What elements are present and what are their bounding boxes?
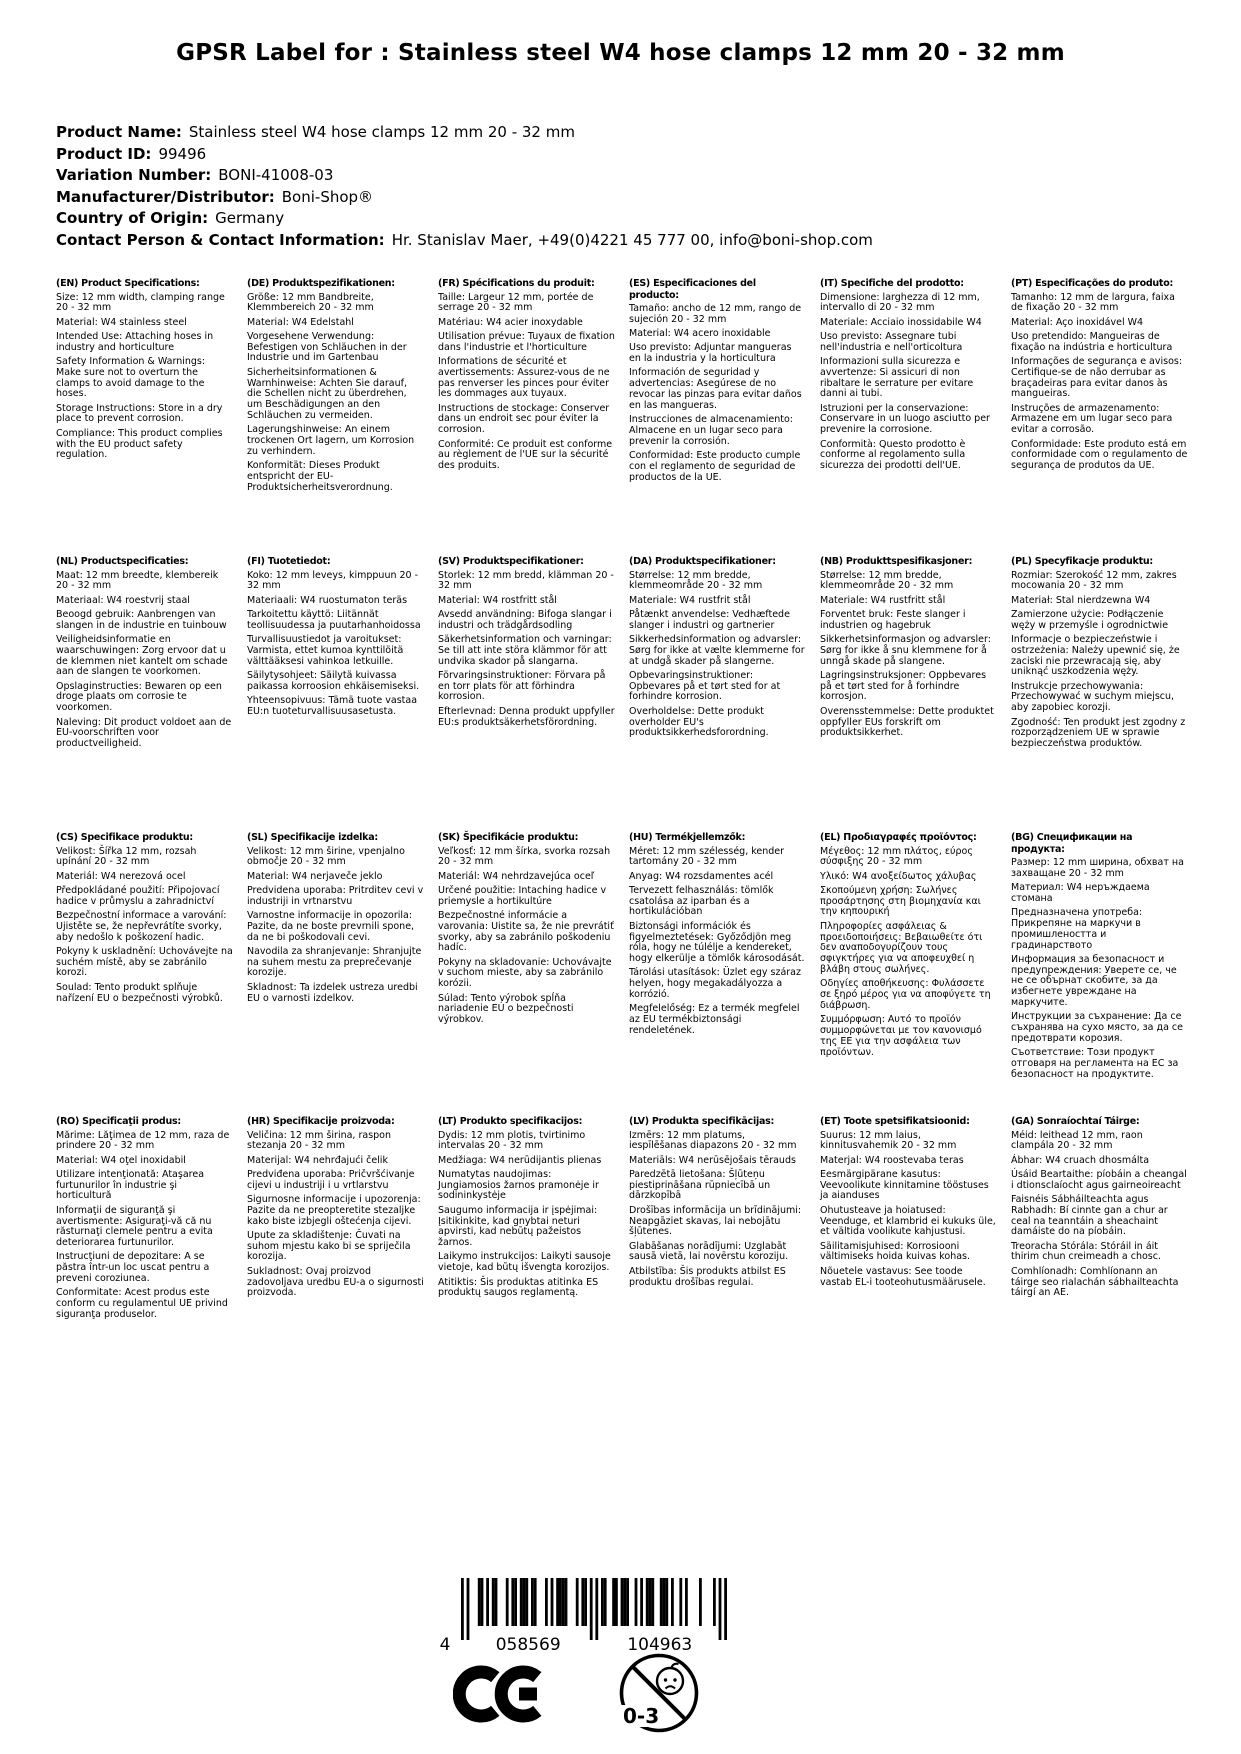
lang-block [820,556,997,832]
lang-block-item: Avsedd användning: Bifoga slangar i industri och trädgårdsodling [438,608,612,631]
barcode-digits-right: 104963 [627,1635,693,1654]
lang-block-heading: (HU) Termékjellemzők: [629,832,746,843]
lang-block-item: Sikkerhedsinformation og advarsler: Sørg for ikke at vælte klemmerne for at undgå skader på slangerne. [629,633,805,667]
lang-block-item: Material: W4 oţel inoxidabil [56,1154,186,1166]
lang-block-item: Veľkosť: 12 mm šírka, svorka rozsah 20 - 32 mm [438,845,611,868]
lang-block-item: Lagringsinstruksjoner: Oppbevares på et tørt sted for å forhindre korrosjon. [820,669,987,703]
lang-block-heading: (EN) Product Specifications: [56,278,200,289]
lang-block-item: Konformität: Dieses Produkt entspricht der EU-Produktsicherheitsverordnung. [247,460,393,493]
lang-block-item: Материал: W4 неръждаема стомана [1011,882,1150,904]
lang-block-item: Glabāšanas norādījumi: Uzglabāt sausā vietā, lai novērstu koroziju. [629,1240,789,1263]
lang-block-item: Materijal: W4 nehrđajući čelik [247,1154,388,1166]
product-info-row [56,230,873,252]
lang-block-item: Sicherheitsinformationen & Warnhinweise: Achten Sie darauf, die Schellen nicht zu überdrehen, um Beschädigungen an den Schläuchen zu vermeiden. [247,366,408,421]
lang-block-item: Eesmärgipärane kasutus: Veevoolikute kinnitamine tööstuses ja aianduses [820,1168,989,1202]
lang-block [1011,278,1188,556]
lang-block-item: Méret: 12 mm szélesség, kender tartomány 20 - 32 mm [629,845,785,868]
lang-block-item: Naleving: Dit product voldoet aan de EU-voorschriften voor productveiligheid. [56,716,232,750]
barcode-digit-lead: 4 [439,1635,451,1654]
lang-block-item: Opslaginstructies: Bewaren op een droge plaats om corrosie te voorkomen. [56,680,222,714]
lang-block-item: Uso previsto: Adjuntar mangueras en la industria y la horticultura [629,342,792,365]
lang-block-item: Drošības informācija un brīdinājumi: Neapgāziet skavas, lai nebojātu šļūtenes. [629,1204,802,1238]
lang-block-item: Tárolási utasítások: Üzlet egy száraz helyen, hogy megakadályozza a korrózió. [629,967,801,1001]
lang-block-item: Méid: leithead 12 mm, raon clampála 20 - 32 mm [1011,1129,1143,1152]
lang-block-item: Úsáid Beartaithe: píobáin a cheangal i dtionsclaíocht agus gairneoireacht [1011,1168,1187,1191]
lang-block-item: Lagerungshinweise: An einem trockenen Ort lagern, um Korrosion zu verhindern. [247,424,415,457]
lang-block-item: Atitiktis: Šis produktas atitinka ES produktų saugos reglamentą. [438,1276,599,1299]
lang-block-item: Conformidad: Este producto cumple con el reglamento de seguridad de productos de la UE. [629,450,801,483]
lang-block [1011,1116,1188,1324]
lang-block-item: Beoogd gebruik: Aanbrengen van slangen in de industrie en tuinbouw [56,608,227,631]
lang-block-item: Určené použitie: Intaching hadice v priemysle a hortikultúre [438,884,607,907]
lang-block-body [1011,571,1188,750]
lang-block-item: Påtænkt anvendelse: Vedhæftede slanger i industri og gartnerier [629,608,790,631]
lang-block [629,278,806,556]
info-value: Boni-Shop® [281,187,374,206]
lang-block-item: Pokyny k uskladnění: Uchovávejte na suchém místě, aby se zabránilo korozi. [56,945,233,979]
lang-block [247,556,424,832]
lang-block-item: Informations de sécurité et avertissements: Assurez-vous de ne pas renverser les pinces pour éviter les dommages aux tuyaux. [438,355,610,400]
lang-block [820,278,997,556]
lang-block-item: Numatytas naudojimas: Jungiamosios žarnos pramonėje ir sodininkystėje [438,1168,599,1202]
lang-block-body [56,1131,233,1321]
lang-block-body [629,847,806,1037]
lang-block-item: Koko: 12 mm leveys, kimppuun 20 - 32 mm [247,569,419,592]
lang-block-item: Size: 12 mm width, clamping range 20 - 32 mm [56,291,225,314]
info-label: Product ID: [56,144,152,163]
lang-block-heading: (BG) Спецификации на продукта: [1011,832,1133,855]
info-label: Product Name: [56,123,182,141]
lang-block-item: Informações de segurança e avisos: Certifique-se de não derrubar as braçadeiras para evitar danos às mangueiras. [1011,355,1183,400]
lang-block-item: Съответствие: Този продукт отговаря на регламента на ЕС за безопасност на продуктите. [1011,1047,1179,1080]
lang-block-item: Tamaño: ancho de 12 mm, rango de sujeción 20 - 32 mm [629,303,802,325]
lang-block-item: Upute za skladištenje: Čuvati na suhom mjestu kako bi se spriječila korozija. [247,1229,411,1263]
lang-block-item: Vorgesehene Verwendung: Befestigen von Schläuchen in der Industrie und im Gartenbau [247,330,407,364]
lang-block-item: Taille: Largeur 12 mm, portée de serrage 20 - 32 mm [438,291,594,314]
lang-block-item: Storlek: 12 mm bredd, klämman 20 - 32 mm [438,569,614,592]
lang-block-item: Instructions de stockage: Conserver dans un endroit sec pour éviter la corrosion. [438,402,610,436]
lang-block-item: Varnostne informacije in opozorila: Pazite, da ne boste prevrnili spone, da ne bi poškodovali cevi. [247,909,415,943]
lang-block-item: Предназначена употреба: Прикрепяне на маркучи в промишлеността и градинарството [1011,907,1143,951]
lang-block-item: Størrelse: 12 mm bredde, klemmeområde 20 - 32 mm [629,569,763,592]
barcode-digits-left: 058569 [495,1635,561,1654]
lang-block-item: Uso pretendido: Mangueiras de fixação na indústria e horticultura [1011,330,1173,353]
lang-block-item: Efterlevnad: Denna produkt uppfyller EU:s produktsäkerhetsförordning. [438,705,615,728]
lang-block-item: Compliance: This product complies with the EU product safety regulation. [56,427,223,461]
lang-block [629,832,806,1116]
lang-block-item: Μέγεθος: 12 mm πλάτος, εύρος σύσφιξης 20 - 32 mm [820,845,973,868]
lang-block [820,1116,997,1324]
lang-block-item: Sigurnosne informacije i upozorenja: Pazite da ne preopteretite stezaljke kako biste izbjegli oštećenja cijevi. [247,1193,421,1227]
lang-block-item: Predvidena uporaba: Pritrditev cevi v industriji in vrtnarstvu [247,884,424,907]
lang-block-item: Bezpečnostní informace a varování: Ujistěte se, že nepřevrátíte svorky, aby nedošlo k poškození hadic. [56,909,227,943]
product-info-row [56,208,873,230]
lang-block-item: Инструкции за съхранение: Да се съхранява на сухо място, за да се предотврати корозия. [1011,1011,1183,1044]
lang-block-item: Navodila za shranjevanje: Shranjujte na suhem mestu za preprečevanje korozije. [247,945,422,979]
lang-block-item: Säilitamisjuhised: Korrosiooni vältimiseks hoida kuivas kohas. [820,1240,971,1263]
lang-block-item: Σκοπούμενη χρήση: Σωλήνες προσάρτησης στη βιομηχανία και την κηπουρική [820,884,981,918]
lang-block-item: Materiaal: W4 roestvrij staal [56,594,190,606]
lang-block-heading: (DA) Produktspecifikationer: [629,556,776,567]
lang-block-item: Conformitate: Acest produs este conform cu regulamentul UE privind siguranţa produselor. [56,1287,228,1320]
lang-block-item: Tarkoitettu käyttö: Liitännät teollisuudessa ja puutarhanhoidossa [247,608,421,631]
lang-block-heading: (PL) Specyfikacje produktu: [1011,556,1153,567]
product-info [56,122,873,251]
info-label: Manufacturer/Distributor: [56,187,275,206]
lang-block-item: Biztonsági információk és figyelmeztetések: Győződjön meg róla, hogy ne túlélje a kendereket, hogy elkerülje a tömlők károsodását. [629,920,805,965]
lang-block-body [1011,1131,1188,1300]
lang-block-item: Dimensione: larghezza di 12 mm, intervallo di 20 - 32 mm [820,291,980,314]
lang-block [629,556,806,832]
lang-block [1011,556,1188,832]
lang-block-body [56,847,233,1005]
lang-block-heading: (SK) Špecifikácie produktu: [438,832,579,843]
lang-block-item: Zgodność: Ten produkt jest zgodny z rozporządzeniem UE w sprawie bezpieczeństwa produktów. [1011,716,1186,750]
lang-block-item: Yhteensopivuus: Tämä tuote vastaa EU:n tuoteturvallisuusasetusta. [247,694,418,717]
lang-grid [56,278,1188,1324]
lang-block-item: Uso previsto: Assegnare tubi nell'industria e nell'orticoltura [820,330,963,353]
lang-block-item: Turvallisuustiedot ja varoitukset: Varmista, ettet kumoa kynttilöitä välttääksesi vahinkoa letkuille. [247,633,404,667]
lang-block-item: Materjal: W4 roostevaba teras [820,1154,964,1166]
lang-block-item: Instrukcje przechowywania: Przechowywać w suchym miejscu, aby zapobiec korozji. [1011,680,1175,714]
lang-block-item: Safety Information & Warnings: Make sure not to overturn the clamps to avoid damage to the hoses. [56,355,206,400]
lang-block-item: Sukladnost: Ovaj proizvod zadovoljava uredbu EU-a o sigurnosti proizvoda. [247,1265,424,1299]
lang-block-heading: (IT) Specifiche del prodotto: [820,278,964,289]
baby-face-icon [657,1664,683,1694]
lang-block-item: Skladnost: Ta izdelek ustreza uredbi EU o varnosti izdelkov. [247,981,418,1004]
lang-block-body [1011,858,1188,1081]
info-label: Country of Origin: [56,209,209,227]
lang-block-item: Nõuetele vastavus: See toode vastab EL-i tooteohutusmäärusele. [820,1265,986,1288]
lang-block-item: Předpokládané použití: Připojovací hadice v průmyslu a zahradnictví [56,884,220,907]
lang-block-item: Bezpečnostné informácie a varovania: Uistite sa, že nie prevrátiť svorky, aby sa zabránilo poškodeniu hadíc. [438,909,614,954]
info-value: BONI-41008-03 [218,166,334,184]
lang-block [438,832,615,1116]
lang-block-item: Maat: 12 mm breedte, klembereik 20 - 32 mm [56,569,219,592]
lang-block-heading: (LV) Produkta specifikācijas: [629,1116,775,1127]
lang-block-item: Zamierzone użycie: Podłączenie węży w przemyśle i ogrodnictwie [1011,608,1169,631]
lang-block-item: Materiaali: W4 ruostumaton teräs [247,594,408,606]
lang-block [56,1116,233,1324]
lang-block-body [820,847,997,1059]
lang-block-item: Υλικό: W4 ανοξείδωτος χάλυβας [820,870,977,882]
lang-block-item: Utilisation prévue: Tuyaux de fixation dans l'industrie et l'horticulture [438,330,615,353]
lang-block-item: Overholdelse: Dette produkt overholder EU's produktsikkerhedsforordning. [629,705,769,739]
lang-block-body [247,847,424,1005]
lang-block-body [438,1131,615,1300]
lang-block-body [629,304,806,483]
lang-block-body [629,571,806,740]
ean13-barcode [433,1578,743,1654]
page-title: GPSR Label for : Stainless steel W4 hose clamps 12 mm 20 - 32 mm [176,40,1065,66]
lang-block-item: Ohutusteave ja hoiatused: Veenduge, et klambrid ei kukuks üle, et vältida voolikute kahjustusi. [820,1204,996,1238]
lang-block-item: Storage Instructions: Store in a dry place to prevent corrosion. [56,402,223,425]
info-value: Stainless steel W4 hose clamps 12 mm 20 - 32 mm [188,123,575,141]
lang-block-heading: (HR) Specifikacije proizvoda: [247,1116,395,1127]
lang-block-item: Sikkerhetsinformasjon og advarsler: Sørg for ikke å snu klemmene for å unngå skade på slangene. [820,633,991,667]
lang-block [1011,832,1188,1116]
lang-block-item: Conformità: Questo prodotto è conforme al regolamento sulla sicurezza dei prodotti dell'UE. [820,438,966,472]
lang-block-heading: (NL) Productspecificaties: [56,556,189,567]
lang-block-body [629,1131,806,1289]
info-value: Hr. Stanislav Maer, +49(0)4221 45 777 00, info@boni-shop.com [391,230,873,249]
lang-block-heading: (FR) Spécifications du produit: [438,278,595,289]
lang-block [629,1116,806,1324]
info-label: Contact Person & Contact Information: [56,230,385,249]
lang-block-heading: (NB) Produkttspesifikasjoner: [820,556,973,567]
lang-block [56,556,233,832]
product-info-row [56,122,873,144]
lang-block-item: Medžiaga: W4 nerūdijantis plienas [438,1154,602,1166]
lang-block-item: Größe: 12 mm Bandbreite, Klemmbereich 20 - 32 mm [247,291,374,314]
lang-block-item: Intended Use: Attaching hoses in industry and horticulture [56,330,214,353]
lang-block-item: Instrucciones de almacenamiento: Almacene en un lugar seco para prevenir la corrosión. [629,414,793,447]
lang-block-item: Treoracha Stórála: Stóráil in áit thirim chun creimeadh a chosc. [1011,1240,1161,1263]
lang-block-item: Rozmiar: Szerokość 12 mm, zakres mocowania 20 - 32 mm [1011,569,1177,592]
barcode-bars [433,1578,743,1654]
lang-block [438,556,615,832]
lang-block-item: Laikymo instrukcijos: Laikyti sausoje vietoje, kad būtų išvengta korozijos. [438,1251,611,1274]
lang-block-item: Material: W4 stainless steel [56,316,187,328]
lang-block-item: Materiál: W4 nehrdzavejúca oceľ [438,870,595,882]
lang-block-item: Suurus: 12 mm laius, kinnitusvahemik 20 - 32 mm [820,1129,957,1152]
lang-block-item: Material: W4 Edelstahl [247,316,354,328]
lang-block-item: Material: W4 acero inoxidable [629,328,771,340]
lang-block-item: Utilizare intenţionată: Ataşarea furtunurilor în industrie şi horticultură [56,1168,205,1202]
lang-block-item: Instruções de armazenamento: Armazene em um lugar seco para evitar a corrosão. [1011,402,1173,436]
lang-block-item: Predviđena uporaba: Pričvršćivanje cijevi u industriji i u vrtlarstvu [247,1168,415,1191]
product-info-row [56,165,873,187]
lang-block-item: Faisnéis Sábháilteachta agus Rabhadh: Bí cinnte gan a chur ar ceal na teanntáin a sheachaint damáiste do na píobáin. [1011,1193,1168,1238]
lang-block-body [247,1131,424,1300]
lang-block-item: Overensstemmelse: Dette produktet oppfyller EUs forskrift om produktsikkerhet. [820,705,994,739]
lang-block-item: Soulad: Tento produkt splňuje nařízení EU o bezpečnosti výrobků. [56,981,223,1004]
lang-block-item: Conformidade: Este produto está em conformidade com o regulamento de segurança de produtos da UE. [1011,438,1188,472]
lang-block-item: Material: W4 nerjaveče jeklo [247,870,383,882]
lang-block-item: Informacje o bezpieczeństwie i ostrzeżenia: Należy upewnić się, że zaciski nie przewracają się, aby uniknąć uszkodzenia węży. [1011,633,1180,678]
lang-block-item: Materiale: W4 rustfrit stål [629,594,751,606]
info-label: Variation Number: [56,166,212,184]
lang-block-item: Atbilstība: Šis produkts atbilst ES produktu drošības regulai. [629,1265,786,1288]
lang-block-item: Materiał: Stal nierdzewna W4 [1011,594,1151,606]
lang-block-item: Conformité: Ce produit est conforme au règlement de l'UE sur la sécurité des produits. [438,438,613,472]
lang-block-item: Instrucţiuni de depozitare: A se păstra într-un loc uscat pentru a preveni coroziunea. [56,1251,210,1285]
lang-block-body [820,571,997,740]
lang-block-item: Veiligheidsinformatie en waarschuwingen: Zorg ervoor dat u de klemmen niet kantelt om schade aan de slangen te voorkomen. [56,633,228,678]
lang-block-heading: (PT) Especificações do produto: [1011,278,1174,289]
lang-block [438,1116,615,1324]
lang-block-heading: (SL) Specifikacije izdelka: [247,832,378,843]
lang-block-heading: (ES) Especificaciones del producto: [629,278,756,301]
lang-block-item: Izmērs: 12 mm platums, iespīlēšanas diapazons 20 - 32 mm [629,1129,797,1152]
lang-block-item: Størrelse: 12 mm bredde, klemmeområde 20 - 32 mm [820,569,954,592]
lang-block-item: Velikost: Šířka 12 mm, rozsah upínání 20 - 32 mm [56,845,197,868]
lang-block-item: Размер: 12 mm ширина, обхват на захващане 20 - 32 mm [1011,857,1184,879]
lang-block-body [438,293,615,472]
age-warning-label: 0-3 [623,1704,660,1728]
lang-block-heading: (DE) Produktspezifikationen: [247,278,395,289]
lang-block-item: Material: W4 rostfritt stål [438,594,557,606]
lang-block-item: Megfelelőség: Ez a termék megfelel az EU termékbiztonsági rendeletének. [629,1003,800,1036]
lang-block-item: Opbevaringsinstruktioner: Opbevares på et tørt sted for at forhindre korrosion. [629,669,781,703]
lang-block-item: Tamanho: 12 mm de largura, faixa de fixação 20 - 32 mm [1011,291,1176,314]
lang-block-heading: (LT) Produkto specifikacijos: [438,1116,583,1127]
lang-block-item: Súlad: Tento výrobok spĺňa nariadenie EÚ o bezpečnosti výrobkov. [438,992,574,1026]
info-value: 99496 [158,144,207,163]
lang-block-item: Informaţii de siguranţă şi avertismente: Asiguraţi-vă că nu răsturnaţi clemele pentru a evita deteriorarea furtunurilor. [56,1204,213,1249]
ce-mark-icon [453,1662,543,1728]
lang-block-item: Информация за безопасност и предупреждения: Уверете се, че не се обърнат скобите, за да избегнете увреждане на маркучите. [1011,953,1177,1009]
lang-block-item: Anyag: W4 rozsdamentes acél [629,870,774,882]
lang-block [56,278,233,556]
lang-block-heading: (GA) Sonraíochtaí Táirge: [1011,1116,1140,1127]
lang-block [438,278,615,556]
lang-block-item: Πληροφορίες ασφάλειας & προειδοποιήσεις: Βεβαιωθείτε ότι δεν αναποδογυρίζουν τους σφιγκτήρες για να αποφευχθεί η βλάβη στους σωλήνες. [820,920,983,975]
lang-block-item: Información de seguridad y advertencias: Asegúrese de no revocar las pinzas para evitar daños en las mangueras. [629,367,802,411]
lang-block-heading: (ET) Toote spetsifikatsioonid: [820,1116,970,1127]
lang-block-heading: (RO) Specificaţii produs: [56,1116,181,1127]
lang-block-item: Paredzētā lietošana: Šļūteņu piestiprināšana rūpniecībā un dārzkopībā [629,1168,771,1202]
product-info-row [56,187,873,209]
lang-block-heading: (FI) Tuotetiedot: [247,556,331,567]
lang-block-item: Förvaringsinstruktioner: Förvara på en torr plats för att förhindra korrosion. [438,669,606,703]
lang-block-item: Istruzioni per la conservazione: Conservare in un luogo asciutto per prevenire la corrosione. [820,402,990,436]
lang-block-item: Comhlíonadh: Comhlíonann an táirge seo rialachán sábhailteachta táirgí an AE. [1011,1265,1179,1299]
age-warning-icon [618,1652,700,1734]
lang-block-item: Velikost: 12 mm širine, vpenjalno območje 20 - 32 mm [247,845,405,868]
lang-block-heading: (SV) Produktspecifikationer: [438,556,584,567]
lang-block-item: Veličina: 12 mm širina, raspon stezanja 20 - 32 mm [247,1129,392,1152]
lang-block-item: Tervezett felhasználás: tömlők csatolása az iparban és a hortikulációban [629,884,774,918]
lang-block-body [247,293,424,494]
lang-block-item: Dydis: 12 mm plotis, tvirtinimo intervalas 20 - 32 mm [438,1129,586,1152]
lang-block-item: Informazioni sulla sicurezza e avvertenze: Si assicuri di non ribaltare le serrature per evitare danni ai tubi. [820,355,974,400]
lang-block-item: Säilytysohjeet: Säilytä kuivassa paikassa korroosion ehkäisemiseksi. [247,669,420,692]
lang-block-item: Materiál: W4 nerezová ocel [56,870,186,882]
lang-block-body [247,571,424,718]
lang-block-heading: (EL) Προδιαγραφές προϊόντος: [820,832,977,843]
lang-block [247,832,424,1116]
lang-block-item: Matériau: W4 acier inoxydable [438,316,583,328]
lang-block [820,832,997,1116]
lang-block-item: Pokyny na skladovanie: Uchovávajte v suchom mieste, aby sa zabránilo korózii. [438,956,612,990]
lang-block [247,278,424,556]
info-value: Germany [215,209,285,227]
lang-block-heading: (CS) Specifikace produktu: [56,832,193,843]
lang-block-body [1011,293,1188,472]
lang-block [247,1116,424,1324]
lang-block-body [56,571,233,750]
lang-block-item: Συμμόρφωση: Αυτό το προϊόν συμμορφώνεται με τον κανονισμό της ΕΕ για την ασφάλεια των προϊόντων. [820,1014,982,1058]
lang-block-item: Forventet bruk: Feste slanger i industrien og hagebruk [820,608,966,631]
lang-block-item: Materiāls: W4 nerūsējošais tērauds [629,1154,796,1166]
lang-block-item: Οδηγίες αποθήκευσης: Φυλάσσετε σε ξηρό μέρος για να αποφύγετε τη διάβρωση. [820,978,991,1011]
lang-block-item: Säkerhetsinformation och varningar: Se till att inte störa klämmor för att undvika skador på slangarna. [438,633,612,667]
lang-block-item: Materiale: W4 rustfritt stål [820,594,946,606]
lang-block-body [820,293,997,472]
lang-block-body [820,1131,997,1289]
lang-block-item: Material: Aço inoxidável W4 [1011,316,1144,328]
lang-block-body [438,847,615,1026]
lang-block-item: Mărime: Lăţimea de 12 mm, raza de prindere 20 - 32 mm [56,1129,230,1152]
lang-block-item: Ábhar: W4 cruach dhosmálta [1011,1154,1150,1166]
product-info-row [56,144,873,166]
lang-block-item: Materiale: Acciaio inossidabile W4 [820,316,982,328]
lang-block [56,832,233,1116]
lang-block-body [56,293,233,462]
lang-block-item: Saugumo informacija ir įspėjimai: Įsitikinkite, kad gnybtai neturi apvirsti, kad nebūtų pažeistos žarnos. [438,1204,598,1249]
lang-block-body [438,571,615,729]
